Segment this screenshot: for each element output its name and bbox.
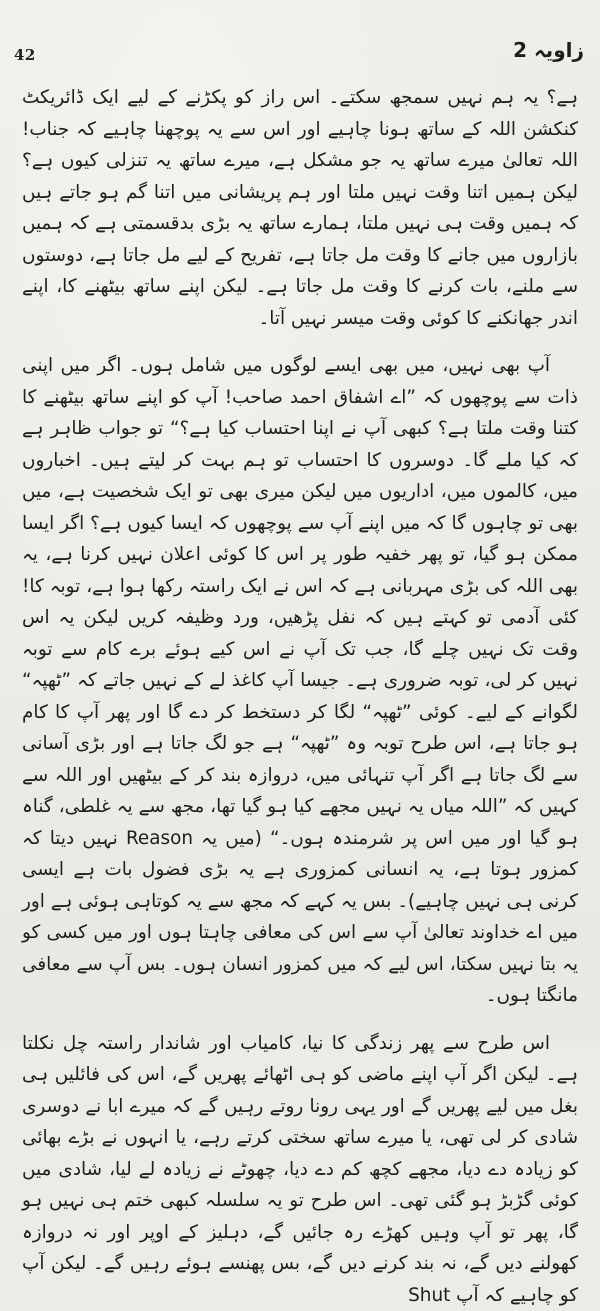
running-head: زاویہ 2 [513, 38, 584, 62]
paragraph: اس طرح سے پھر زندگی کا نیا، کامیاب اور شاندار راستہ چل نکلتا ہے۔ لیکن اگر آپ اپنے ماضی کو ہی اٹھائے پھریں گے، اس کی فائلیں ہی بغل میں لیے پھریں گے اور یہی رونا روتے رہیں گے کہ میرے ابا نے دوسری شادی کر لی تھی، یا میرے ساتھ سختی کرتے رہے، یا انہوں نے بڑے بھائی کو زیادہ دے دیا، مجھے کچھ کم دے دیا، چھوٹے نے زیادہ لے لیا، شادی میں کوئی گڑبڑ ہو گئی تھی۔ اس طرح تو یہ سلسلہ کبھی ختم ہی نہیں ہو گا، پھر تو آپ وہیں کھڑے رہ جائیں گے، دہلیز کے اوپر اور نہ دروازہ کھولنے دیں گے، نہ بند کرنے دیں گے، بس پھنسے ہوئے رہیں گے۔ لیکن آپ کو چاہیے کہ آپ Shut [22, 1028, 578, 1311]
paragraph: آپ بھی نہیں، میں بھی ایسے لوگوں میں شامل ہوں۔ اگر میں اپنی ذات سے پوچھوں کہ ”اے اشفاق احمد صاحب! آپ کو اپنے ساتھ بیٹھنے کا کتنا وقت ملتا ہے؟ کبھی آپ نے اپنا احتساب کیا ہے؟“ تو جواب ظاہر ہے کہ کیا ملے گا۔ دوسروں کا احتساب تو ہم بہت کر لیتے ہیں۔ اخباروں میں، کالموں میں، اداریوں میں لیکن میری بھی تو ایک شخصیت ہے، میں بھی تو چاہوں گا کہ میں اپنے آپ سے پوچھوں کہ ایسا کیوں ہے؟ اگر ایسا ممکن ہو گیا، تو پھر خفیہ طور پر اس کا کوئی اعلان نہیں کرنا ہے، یہ بھی اللہ کی بڑی مہربانی ہے کہ اس نے ایک راستہ رکھا ہوا ہے، توبہ کا! کئی آدمی تو کہتے ہیں کہ نفل پڑھیں، ورد وظیفہ کریں لیکن یہ اس وقت تک نہیں چلے گا، جب تک آپ نے اس کیے ہوئے برے کام سے توبہ نہیں کر لی، توبہ ضروری ہے۔ جیسا آپ کاغذ لے کے نہیں جاتے کہ ”ٹھپہ“ لگوانے کے لیے۔ کوئی ”ٹھپہ“ لگا کر دستخط کر دے گا اور پھر آپ کا کام ہو جاتا ہے، اس طرح توبہ وہ ”ٹھپہ“ ہے جو لگ جاتا ہے اور بڑی آسانی سے لگ جاتا ہے اگر آپ تنہائی میں، دروازہ بند کر کے بیٹھیں اور اللہ سے کہیں کہ ”اللہ میاں یہ نہیں مجھے کیا ہو گیا تھا، مجھ سے یہ غلطی، گناہ ہو گیا اور میں اس پر شرمندہ ہوں۔“ (میں یہ Reason نہیں دیتا کہ کمزور ہوتا ہے، یہ انسانی کمزوری ہے یہ بڑی فضول بات ہے ایسی کرنی ہی نہیں چاہیے)۔ بس یہ کہے کہ مجھ سے یہ کوتاہی ہوئی ہے اور میں اے خداوند تعالیٰ آپ سے اس کی معافی چاہتا ہوں اور میں کسی کو یہ بتا نہیں سکتا، اس لیے کہ میں کمزور انسان ہوں۔ بس آپ سے معافی مانگتا ہوں۔ [22, 350, 578, 1012]
body-text [22, 82, 578, 1022]
page-number: 42 [14, 46, 36, 64]
paragraph: ہے؟ یہ ہم نہیں سمجھ سکتے۔ اس راز کو پکڑنے کے لیے ایک ڈائریکٹ کنکشن اللہ کے ساتھ ہونا چاہیے اور اس سے یہ پوچھنا چاہیے کہ جناب! اللہ تعالیٰ میرے ساتھ یہ جو مشکل ہے، میرے ساتھ یہ تنزلی کیوں ہے؟ لیکن ہمیں اتنا وقت نہیں ملتا اور ہم پریشانی میں اتنا گم ہو جاتے ہیں کہ ہمیں وقت ہی نہیں ملتا، ہمارے ساتھ یہ بڑی بدقسمتی ہے کہ ہمیں بازاروں میں جانے کا وقت مل جاتا ہے، تفریح کے لیے مل جاتا ہے، دوستوں سے ملنے، بات کرنے کا وقت مل جاتا ہے۔ لیکن اپنے ساتھ بیٹھنے کا، اپنے اندر جھانکنے کا کوئی وقت میسر نہیں آتا۔ [22, 82, 578, 334]
